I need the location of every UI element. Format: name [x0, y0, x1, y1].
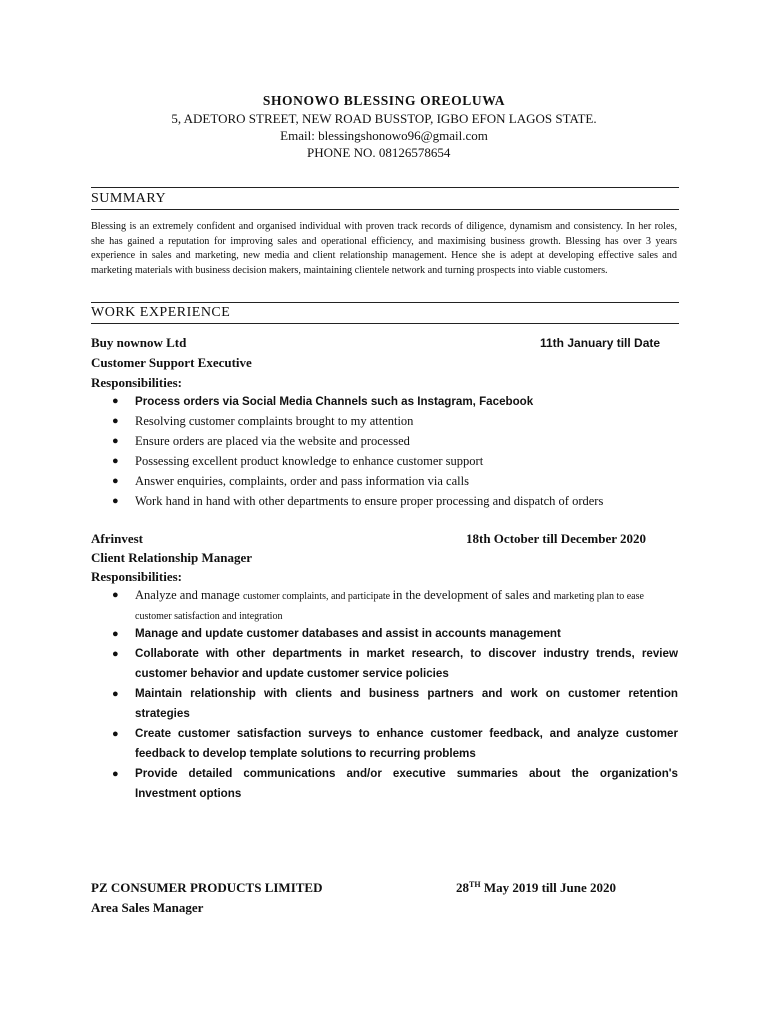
list-item — [112, 764, 678, 804]
work-heading: WORK EXPERIENCE — [91, 305, 231, 320]
list-item — [112, 644, 678, 684]
list-item — [112, 451, 603, 471]
bullet-icon: ● — [112, 688, 119, 700]
bullet-icon: ● — [112, 455, 119, 467]
bullet-text: Resolving customer complaints brought to my attention — [135, 414, 414, 428]
address-line: 5, ADETORO STREET, NEW ROAD BUSSTOP, IGBO EFON LAGOS STATE. — [171, 111, 597, 126]
bullet-text: Possessing excellent product knowledge to enhance customer support — [135, 454, 484, 468]
responsibilities-label: Responsibilities: — [91, 375, 183, 390]
work-top-rule — [91, 302, 679, 303]
list-item — [112, 624, 678, 644]
job-date-suffix: TH — [469, 880, 481, 889]
bullet-text: Manage and update customer databases and assist in accounts management — [135, 627, 561, 640]
summary-text: Blessing is an extremely confident and organised individual with proven track records of diligence, dynamism and consistency. In her roles, she has gained a reputation for improving sales and operational efficiency, and maximising business growth. Blessing has over 3 years experience in sales and marketing, new media and client relationship management. Hence she is adept at developing effective sales and marketing materials with business decision makers, maintaining clientele network and turning prospects into viable customers. — [91, 221, 677, 276]
bullet-text: Maintain relationship with clients and business partners and work on customer retention strategies — [135, 687, 678, 720]
job-company: Buy nownow Ltd — [91, 335, 187, 350]
bullet-icon: ● — [112, 628, 119, 640]
bullet-icon: ● — [112, 648, 119, 660]
bullet-icon: ● — [112, 768, 119, 780]
list-item — [112, 471, 603, 491]
list-item — [112, 431, 603, 451]
summary-bottom-rule — [91, 209, 679, 210]
bullet-icon: ● — [112, 475, 119, 487]
bullet-text: Answer enquiries, complaints, order and pass information via calls — [135, 474, 469, 488]
email-line: Email: blessingshonowo96@gmail.com — [280, 128, 488, 143]
bullet-text-part: marketing plan to ease customer satisfaction and integration — [135, 591, 644, 622]
phone-line: PHONE NO. 08126578654 — [307, 145, 451, 160]
list-item — [112, 411, 603, 431]
bullet-text: Provide detailed communications and/or executive summaries about the organization's Investment options — [135, 767, 678, 800]
job-title: Customer Support Executive — [91, 355, 252, 370]
job-company: PZ CONSUMER PRODUCTS LIMITED — [91, 880, 323, 895]
work-bottom-rule — [91, 323, 679, 324]
bullet-icon: ● — [112, 435, 119, 447]
bullet-text: Process orders via Social Media Channels such as Instagram, Facebook — [135, 395, 534, 408]
bullet-icon: ● — [112, 495, 119, 507]
job-date-rest: May 2019 till June 2020 — [480, 880, 616, 895]
bullet-text: Ensure orders are placed via the website and processed — [135, 434, 410, 448]
bullet-icon: ● — [112, 589, 119, 601]
list-item — [112, 586, 678, 626]
job-company: Afrinvest — [91, 531, 143, 546]
bullet-icon: ● — [112, 395, 119, 407]
bullet-icon: ● — [112, 728, 119, 740]
job-bullet-list — [112, 391, 603, 511]
summary-top-rule — [91, 187, 679, 188]
job-date: 11th January till Date — [540, 336, 661, 350]
candidate-name: SHONOWO BLESSING OREOLUWA — [262, 93, 506, 108]
responsibilities-label: Responsibilities: — [91, 569, 183, 584]
list-item — [112, 724, 678, 764]
job-title: Client Relationship Manager — [91, 550, 253, 565]
job-title: Area Sales Manager — [91, 900, 204, 915]
bullet-text-part: Analyze and manage — [135, 588, 243, 602]
job-bullet-list — [112, 624, 678, 804]
bullet-text: Work hand in hand with other departments to ensure proper processing and dispatch of orders — [135, 494, 604, 508]
job-date-day: 28 — [456, 880, 469, 895]
bullet-text: Create customer satisfaction surveys to enhance customer feedback, and analyze customer feedback to develop template solutions to recurring problems — [135, 727, 678, 760]
list-item — [112, 684, 678, 724]
list-item — [112, 391, 603, 411]
list-item — [112, 491, 603, 511]
bullet-text-part: customer complaints, and participate — [242, 591, 393, 602]
job-date: 18th October till December 2020 — [466, 531, 647, 546]
job-date — [456, 880, 616, 896]
bullet-icon: ● — [112, 415, 119, 427]
bullet-text-part: in the development of sales and — [392, 588, 554, 602]
summary-heading: SUMMARY — [91, 191, 167, 206]
bullet-text: Collaborate with other departments in market research, to discover industry trends, review customer behavior and update customer service policies — [135, 647, 678, 680]
